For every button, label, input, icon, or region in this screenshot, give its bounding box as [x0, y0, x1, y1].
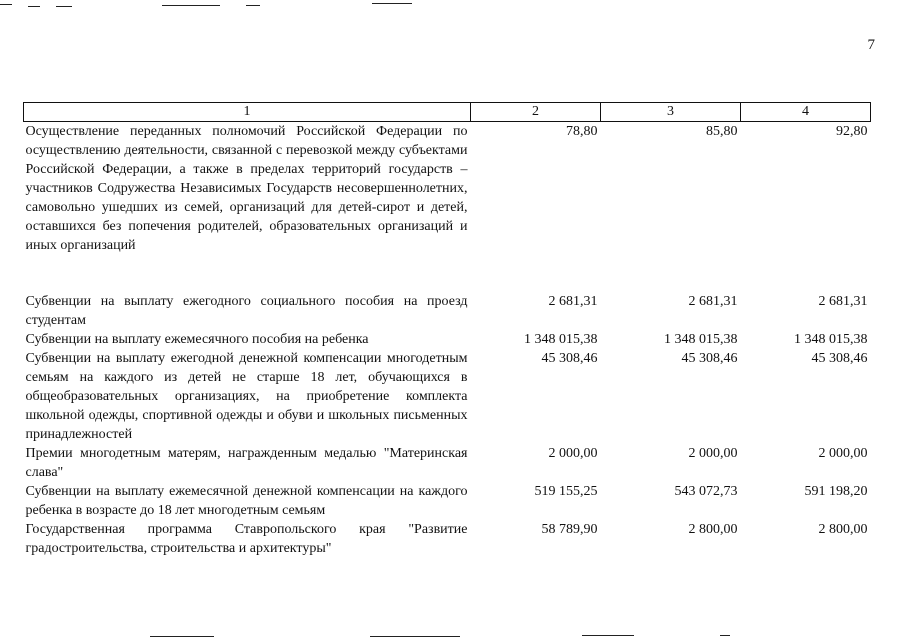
scan-artifact — [0, 4, 12, 5]
table-row — [24, 330, 871, 349]
row-name: Субвенции на выплату ежегодной денежной компенсации многодетным семьям на каждого из детей не старше 18 лет, обучающихся в общеобразовательных организациях, на приобретение комплекта школьной одежды, спортивной одежды и обуви и школьных письменных принадлежностей — [25, 350, 468, 442]
row-value: 85,80 — [706, 124, 738, 139]
table-row — [24, 292, 871, 330]
table-row — [24, 349, 871, 444]
scan-artifact — [370, 636, 460, 637]
column-header: 3 — [601, 103, 741, 122]
row-name: Осуществление переданных полномочий Российской Федерации по осуществлению деятельности, связанной с перевозкой между субъектами Российской Федерации, а также в пределах территорий государств – участников Содружества Независимых Государств несовершеннолетних, самовольно ушедших из семей, организаций для детей-сирот и детей, оставшихся без попечения родителей, образовательных организаций и иных организаций — [25, 124, 468, 253]
row-value: 2 000,00 — [818, 445, 868, 461]
table-header-row — [24, 103, 871, 122]
page-number: 7 — [867, 37, 875, 53]
row-value: 591 198,20 — [804, 483, 868, 499]
row-name: Премии многодетным матерям, награжденным медалью "Материнская слава" — [25, 445, 468, 480]
scan-artifact — [246, 5, 260, 6]
column-header: 2 — [471, 103, 601, 122]
row-value: 2 800,00 — [688, 521, 738, 537]
row-value: 45 308,46 — [681, 350, 738, 366]
row-value: 519 155,25 — [534, 483, 598, 499]
column-header: 1 — [24, 103, 471, 122]
row-value: 2 681,31 — [688, 293, 738, 309]
row-value: 78,80 — [566, 124, 598, 139]
row-value: 1 348 015,38 — [524, 331, 598, 347]
scan-artifact — [28, 6, 40, 7]
table-row — [24, 122, 871, 292]
row-value: 92,80 — [836, 124, 868, 139]
scan-artifact — [582, 635, 634, 636]
scan-artifact — [372, 3, 412, 4]
table-row — [24, 520, 871, 558]
row-value: 2 000,00 — [548, 445, 598, 461]
row-value: 2 681,31 — [548, 293, 598, 309]
row-name: Субвенции на выплату ежегодного социального пособия на проезд студентам — [25, 293, 468, 328]
scan-artifact — [56, 6, 72, 7]
row-name: Субвенции на выплату ежемесячного пособия на ребенка — [25, 331, 369, 347]
scan-artifact — [162, 5, 220, 6]
row-name: Государственная программа Ставропольского края "Развитие градостроительства, строительства и архитектуры" — [25, 521, 468, 556]
scan-artifact — [720, 635, 730, 636]
row-value: 2 681,31 — [818, 293, 868, 309]
scan-artifact — [150, 636, 214, 637]
row-value: 1 348 015,38 — [664, 331, 738, 347]
row-value: 45 308,46 — [541, 350, 598, 366]
budget-table — [23, 102, 871, 558]
row-value: 2 800,00 — [818, 521, 868, 537]
row-name: Субвенции на выплату ежемесячной денежной компенсации на каждого ребенка в возрасте до 18 лет многодетным семьям — [25, 483, 468, 518]
row-value: 543 072,73 — [674, 483, 738, 499]
row-value: 58 789,90 — [541, 521, 598, 537]
row-value: 45 308,46 — [811, 350, 868, 366]
column-header: 4 — [741, 103, 871, 122]
row-value: 1 348 015,38 — [794, 331, 868, 347]
row-value: 2 000,00 — [688, 445, 738, 461]
table-row — [24, 444, 871, 482]
table-row — [24, 482, 871, 520]
